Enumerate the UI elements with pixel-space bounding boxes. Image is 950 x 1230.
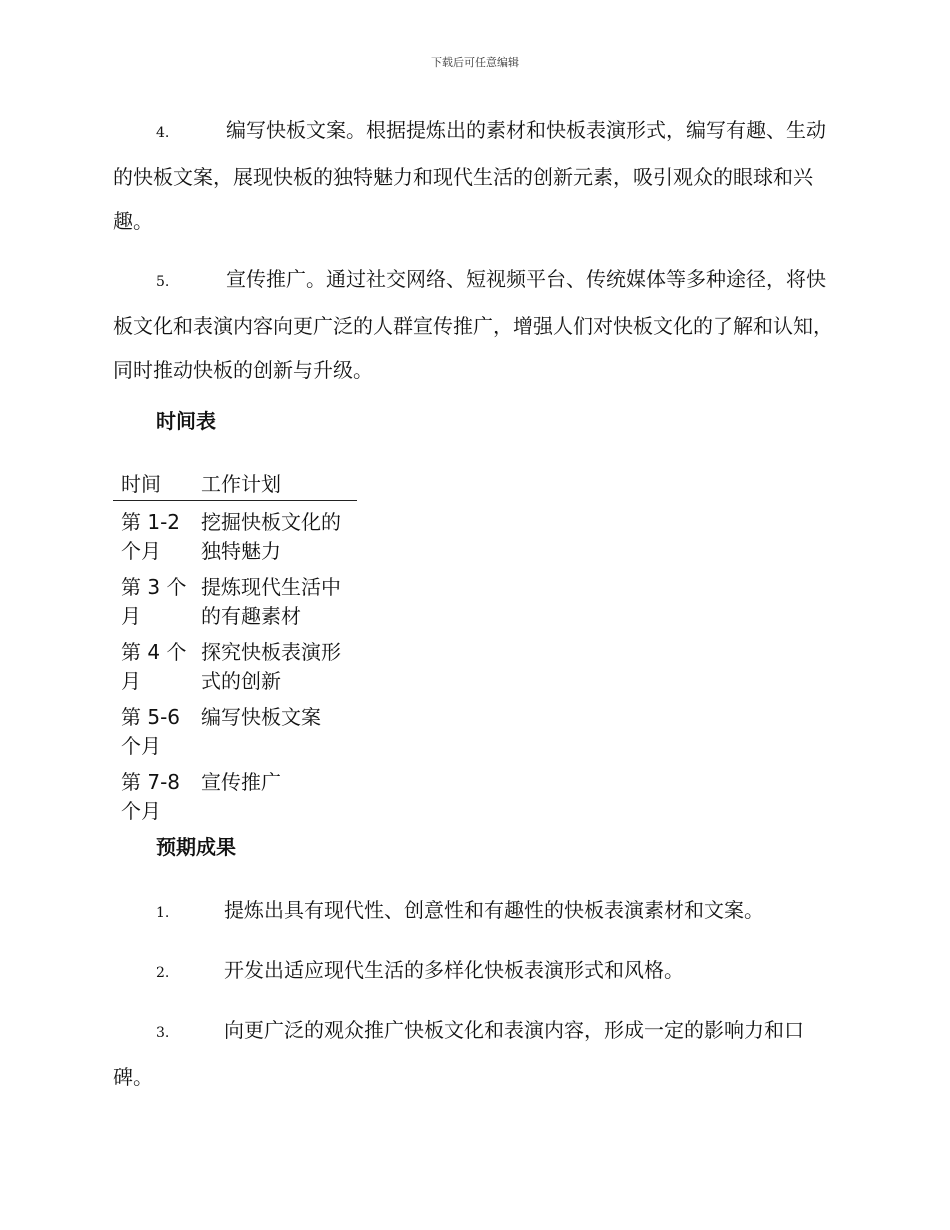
- schedule-plan-cell: 提炼现代生活中的有趣素材: [201, 575, 341, 628]
- schedule-plan-cell: 宣传推广: [201, 770, 281, 794]
- list-item: [113, 948, 835, 995]
- column-header-time: 时间: [113, 470, 193, 501]
- result-number: 2.: [156, 965, 170, 981]
- result-text: 向更广泛的观众推广快板文化和表演内容，形成一定的影响力和口碑。: [113, 1018, 804, 1089]
- table-row: [113, 631, 357, 696]
- page-header-note: 下载后可任意编辑: [431, 56, 519, 69]
- step-paragraph: [113, 108, 835, 243]
- column-header-plan: 工作计划: [193, 470, 357, 501]
- step-number: 4.: [156, 125, 170, 141]
- table-row: [113, 501, 357, 567]
- schedule-table: [113, 470, 357, 826]
- list-item: [113, 888, 835, 935]
- schedule-plan-cell: 探究快板表演形式的创新: [201, 640, 341, 693]
- schedule-header-row: [113, 470, 357, 501]
- table-row: [113, 696, 357, 761]
- step-text: 宣传推广。通过社交网络、短视频平台、传统媒体等多种途径，将快板文化和表演内容向更广泛的人群宣传推广，增强人们对快板文化的了解和认知，同时推动快板的创新与升级。: [113, 267, 833, 382]
- schedule-time-cell: 第 7-8 个月: [121, 770, 181, 823]
- step-paragraph: [113, 257, 835, 392]
- table-row: [113, 566, 357, 631]
- result-text: 提炼出具有现代性、创意性和有趣性的快板表演素材和文案。: [224, 898, 764, 922]
- list-item: [113, 1008, 835, 1099]
- table-row: [113, 761, 357, 826]
- schedule-plan-cell: 挖掘快板文化的独特魅力: [201, 510, 341, 563]
- schedule-time-cell: 第 4 个月: [121, 640, 187, 693]
- results-heading: 预期成果: [156, 835, 236, 859]
- schedule-heading: 时间表: [156, 409, 216, 433]
- result-number: 1.: [156, 905, 170, 921]
- step-text: 编写快板文案。根据提炼出的素材和快板表演形式，编写有趣、生动的快板文案，展现快板的独特魅力和现代生活的创新元素，吸引观众的眼球和兴趣。: [113, 118, 826, 233]
- schedule-time-cell: 第 5-6 个月: [121, 705, 181, 758]
- result-text: 开发出适应现代生活的多样化快板表演形式和风格。: [224, 958, 684, 982]
- document-body: [113, 108, 835, 1112]
- result-number: 3.: [156, 1025, 170, 1041]
- step-number: 5.: [156, 274, 170, 290]
- schedule-time-cell: 第 1-2 个月: [121, 510, 181, 563]
- schedule-plan-cell: 编写快板文案: [201, 705, 321, 729]
- schedule-time-cell: 第 3 个月: [121, 575, 187, 628]
